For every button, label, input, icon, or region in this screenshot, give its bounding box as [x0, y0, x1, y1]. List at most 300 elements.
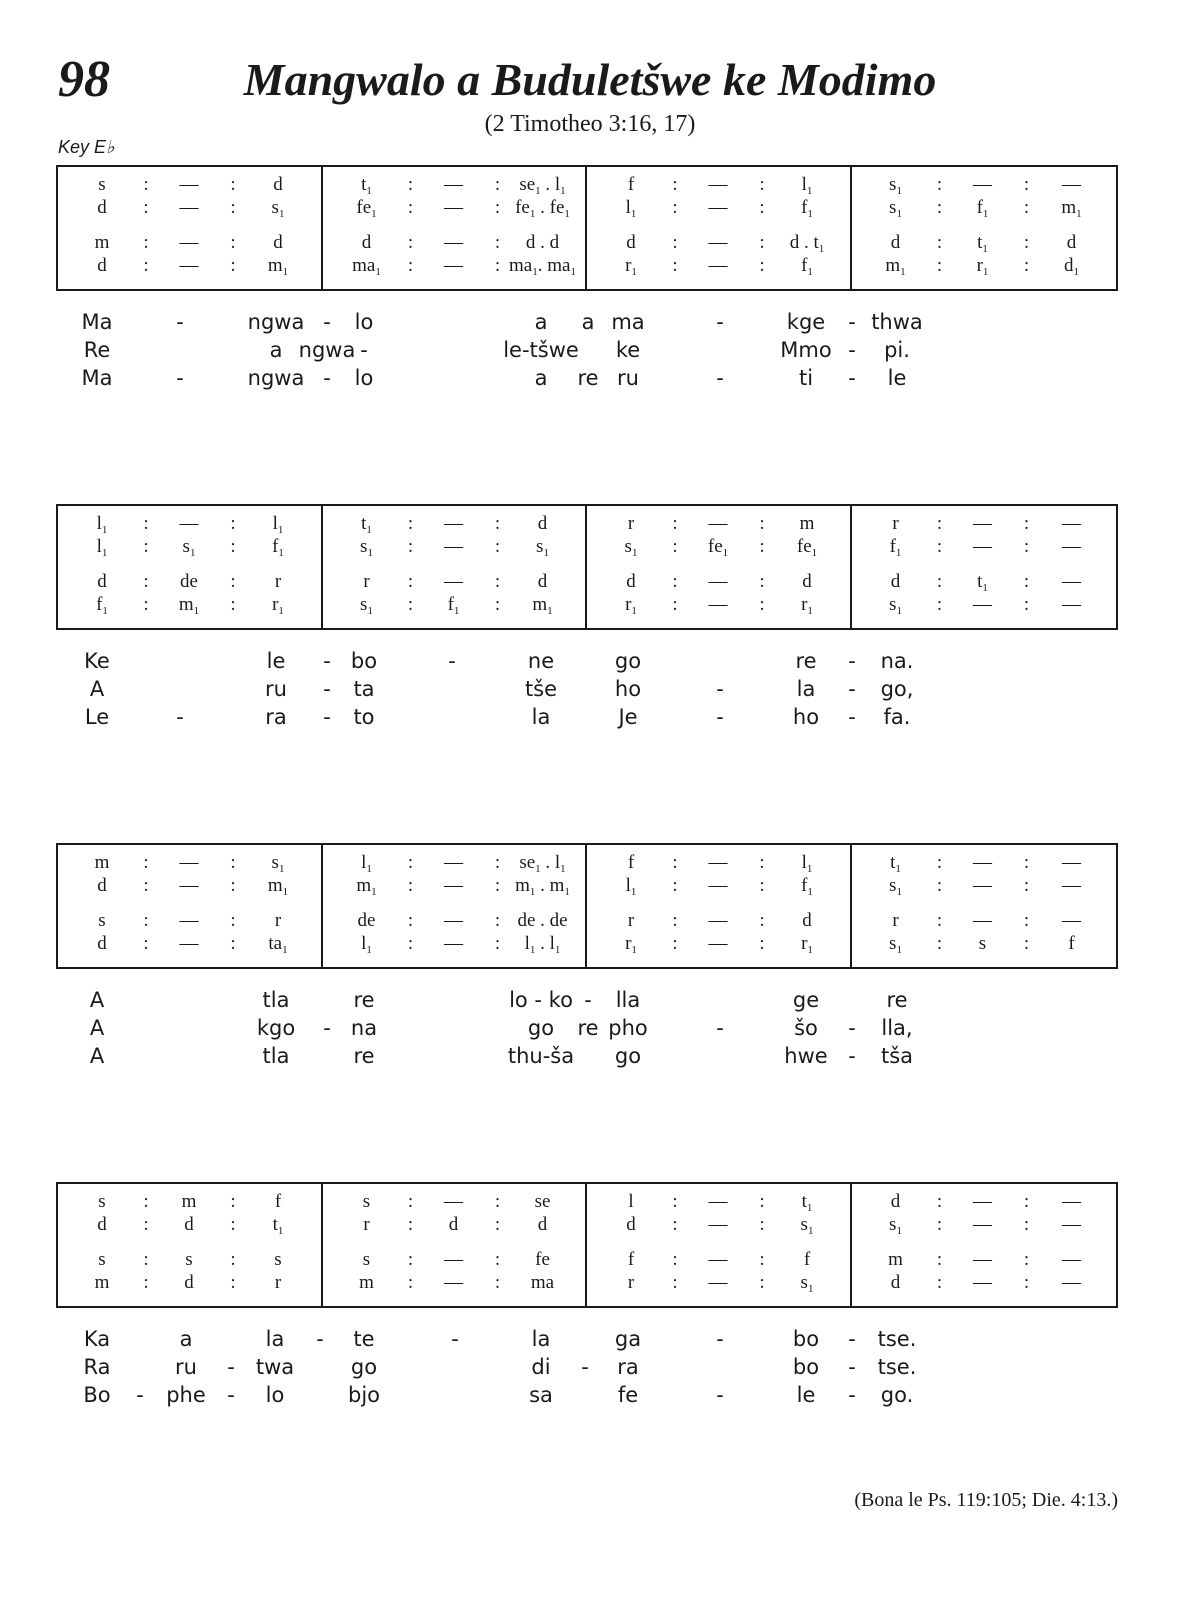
lyric-syllable: twa — [255, 1355, 295, 1379]
lyric-syllable: na. — [880, 649, 914, 673]
solfa-staff — [56, 165, 1118, 291]
hold-dash: — — [179, 174, 199, 195]
solfa-note: d — [184, 1272, 194, 1293]
beat-separator: : — [230, 1272, 236, 1293]
music-system — [56, 843, 1118, 1068]
hold-dash: — — [444, 513, 463, 534]
lyric-syllable: la — [265, 1327, 285, 1351]
beat-separator: : — [407, 197, 414, 218]
syllable-hyphen: - — [848, 1327, 856, 1351]
solfa-note: $se_1$ . $l_1$ — [519, 852, 566, 875]
beat-separator: : — [936, 852, 943, 873]
solfa-note: $t_1$ — [977, 571, 988, 594]
syllable-hyphen: - — [448, 649, 456, 673]
lyric-syllable: ngwa — [247, 366, 305, 390]
beat-separator: : — [936, 513, 943, 534]
solfa-note: $s_1$ — [536, 536, 549, 559]
hymn-number: 98 — [58, 51, 110, 108]
voice-line — [58, 1272, 321, 1294]
beat-separator: : — [230, 852, 236, 873]
beat-separator: : — [936, 571, 943, 592]
beat-separator: : — [759, 1214, 765, 1235]
beat-separator: : — [672, 513, 678, 534]
hold-dash: — — [708, 594, 728, 615]
hold-dash: — — [973, 594, 992, 615]
measure — [323, 167, 588, 289]
voice-line — [323, 571, 586, 593]
solfa-note: $f_1$ — [447, 594, 460, 617]
voice-line — [587, 594, 850, 616]
beat-separator: : — [230, 1191, 236, 1212]
solfa-note: d — [626, 1214, 636, 1235]
lyric-syllable: le-tšwe — [503, 338, 579, 362]
solfa-note: d — [626, 571, 636, 592]
voice-line — [323, 1249, 586, 1271]
solfa-note: d — [97, 197, 107, 218]
solfa-note: r — [627, 910, 635, 931]
beat-separator: : — [936, 1249, 943, 1270]
beat-separator: : — [936, 933, 943, 954]
beat-separator: : — [672, 910, 678, 931]
voice-line — [58, 513, 321, 535]
hold-dash: — — [708, 571, 728, 592]
syllable-hyphen: - — [451, 1327, 459, 1351]
beat-separator: : — [759, 536, 765, 557]
beat-separator: : — [407, 232, 414, 253]
syllable-hyphen: - — [581, 1355, 589, 1379]
solfa-note: de — [357, 910, 376, 931]
voice-line — [852, 1191, 1117, 1213]
beat-separator: : — [494, 875, 501, 896]
beat-separator: : — [672, 1272, 678, 1293]
solfa-note: $r_1$ — [801, 933, 813, 956]
solfa-note: de — [180, 571, 198, 592]
lyric-syllable: ke — [615, 338, 641, 362]
solfa-note: $fe_1$ — [707, 536, 729, 559]
beat-separator: : — [759, 933, 765, 954]
measure — [852, 506, 1117, 628]
solfa-note: $l_1$ . $l_1$ — [524, 933, 561, 956]
hold-dash: — — [179, 197, 199, 218]
solfa-note: $t_1$ — [890, 852, 901, 875]
syllable-hyphen: - — [323, 366, 331, 390]
beat-separator: : — [407, 1249, 414, 1270]
hold-dash: — — [179, 910, 199, 931]
solfa-note: $t_1$ — [801, 1191, 813, 1214]
beat-separator: : — [494, 594, 501, 615]
solfa-note: r — [274, 1272, 282, 1293]
lyric-line — [56, 675, 1118, 703]
hold-dash: — — [179, 875, 199, 896]
solfa-note: r — [627, 1272, 635, 1293]
lyric-line — [56, 308, 1118, 336]
voice-line — [852, 852, 1117, 874]
solfa-note: $s_1$ — [889, 594, 902, 617]
beat-separator: : — [407, 1191, 414, 1212]
beat-separator: : — [230, 197, 236, 218]
hold-dash: — — [1062, 875, 1081, 896]
solfa-note: s — [98, 1191, 106, 1212]
beat-separator: : — [407, 594, 414, 615]
solfa-note: s — [274, 1249, 282, 1270]
beat-separator: : — [759, 594, 765, 615]
beat-separator: : — [230, 1249, 236, 1270]
lyric-line — [56, 703, 1118, 731]
lyric-syllable: la — [531, 705, 551, 729]
lyric-syllable: lo — [354, 310, 374, 334]
syllable-hyphen: - — [323, 705, 331, 729]
beat-separator: : — [759, 232, 765, 253]
lyric-syllable: tla — [262, 1044, 290, 1068]
beat-separator: : — [494, 852, 501, 873]
lyric-syllable: la — [796, 677, 816, 701]
hold-dash: — — [708, 174, 728, 195]
solfa-note: $s_1$ — [889, 197, 902, 220]
solfa-note: s — [98, 174, 106, 195]
lyric-line — [56, 986, 1118, 1014]
beat-separator: : — [1023, 933, 1030, 954]
solfa-note: fe — [535, 1249, 550, 1270]
beat-separator: : — [143, 1249, 149, 1270]
solfa-note: $r_1$ — [625, 255, 637, 278]
beat-separator: : — [936, 197, 943, 218]
voice-line — [323, 255, 586, 277]
voice-line — [58, 910, 321, 932]
beat-separator: : — [936, 594, 943, 615]
hold-dash: — — [444, 536, 463, 557]
lyric-syllable: bo — [792, 1327, 820, 1351]
beat-separator: : — [1023, 174, 1030, 195]
hold-dash: — — [444, 1191, 463, 1212]
solfa-note: d — [97, 933, 107, 954]
hold-dash: — — [444, 255, 463, 276]
hold-dash: — — [1062, 1249, 1081, 1270]
solfa-note: r — [363, 571, 370, 592]
hold-dash: — — [973, 1249, 992, 1270]
solfa-note: m — [94, 1272, 110, 1293]
solfa-staff — [56, 504, 1118, 630]
solfa-note: $d_1$ — [1064, 255, 1079, 278]
lyric-line — [56, 1014, 1118, 1042]
voice-line — [852, 232, 1117, 254]
solfa-note: d — [97, 875, 107, 896]
solfa-note: $f_1$ — [801, 255, 813, 278]
syllable-hyphen: - — [323, 677, 331, 701]
hold-dash: — — [1062, 1214, 1081, 1235]
lyric-syllable: le — [266, 649, 286, 673]
voice-line — [323, 536, 586, 558]
syllable-hyphen: - — [848, 1355, 856, 1379]
solfa-note: m — [888, 1249, 903, 1270]
syllable-hyphen: - — [323, 1016, 331, 1040]
beat-separator: : — [407, 1272, 414, 1293]
beat-separator: : — [759, 174, 765, 195]
solfa-note: $l_1$ — [801, 852, 813, 875]
voice-line — [58, 255, 321, 277]
hold-dash: — — [973, 852, 992, 873]
solfa-note: d — [97, 255, 107, 276]
beat-separator: : — [494, 255, 501, 276]
solfa-note: $s_1$ — [271, 197, 285, 220]
lyric-syllable: A — [89, 988, 105, 1012]
voice-line — [852, 1249, 1117, 1271]
solfa-note: d — [537, 1214, 548, 1235]
beat-separator: : — [230, 255, 236, 276]
voice-line — [587, 1249, 850, 1271]
solfa-note: d — [890, 232, 901, 253]
lyrics-block — [56, 1325, 1118, 1415]
beat-separator: : — [936, 174, 943, 195]
hold-dash: — — [1062, 1272, 1081, 1293]
lyric-syllable: re — [886, 988, 908, 1012]
solfa-note: $m_1$ — [885, 255, 906, 278]
beat-separator: : — [407, 933, 414, 954]
measure — [58, 167, 323, 289]
lyric-syllable: A — [89, 1016, 105, 1040]
lyric-syllable: ru — [265, 677, 287, 701]
hold-dash: — — [444, 875, 463, 896]
solfa-note: $m_1$ — [1061, 197, 1082, 220]
lyric-syllable: ru — [175, 1355, 197, 1379]
solfa-note: m — [359, 1272, 374, 1293]
lyric-syllable: bjo — [347, 1383, 381, 1407]
syllable-hyphen: - — [848, 366, 856, 390]
beat-separator: : — [1023, 852, 1030, 873]
beat-separator: : — [143, 875, 149, 896]
beat-separator: : — [672, 875, 678, 896]
solfa-note: $m_1$ — [267, 875, 289, 898]
voice-line — [323, 1191, 586, 1213]
hold-dash: — — [708, 875, 728, 896]
solfa-note: r — [274, 910, 282, 931]
beat-separator: : — [143, 174, 149, 195]
lyric-syllable: ti — [798, 366, 814, 390]
voice-line — [323, 197, 586, 219]
lyric-syllable: go — [350, 1355, 378, 1379]
beat-separator: : — [143, 513, 149, 534]
solfa-note: $s_1$ — [889, 1214, 902, 1237]
hold-dash: — — [1062, 910, 1081, 931]
lyric-syllable: ngwa — [247, 310, 305, 334]
beat-separator: : — [759, 197, 765, 218]
solfa-note: $m_1$ — [267, 255, 289, 278]
solfa-note: $f_1$ — [801, 197, 813, 220]
syllable-hyphen: - — [584, 988, 592, 1012]
syllable-hyphen: - — [360, 338, 368, 362]
lyric-line — [56, 1353, 1118, 1381]
lyric-syllable: A — [89, 1044, 105, 1068]
solfa-note: d — [890, 1272, 901, 1293]
beat-separator: : — [494, 1214, 501, 1235]
solfa-note: r — [892, 513, 899, 534]
solfa-note: $ma_1$ — [352, 255, 381, 278]
lyric-syllable: šo — [794, 1016, 818, 1040]
lyric-line — [56, 1042, 1118, 1070]
beat-separator: : — [936, 1272, 943, 1293]
lyric-syllable: Mmo — [780, 338, 832, 362]
measure — [852, 167, 1117, 289]
solfa-note: d — [184, 1214, 194, 1235]
solfa-note: d — [626, 232, 636, 253]
voice-line — [323, 174, 586, 196]
hold-dash: — — [444, 1249, 463, 1270]
hold-dash: — — [708, 933, 728, 954]
syllable-hyphen: - — [227, 1383, 235, 1407]
beat-separator: : — [672, 232, 678, 253]
lyric-syllable: lo - ko — [509, 988, 573, 1012]
syllable-hyphen: - — [716, 1016, 724, 1040]
solfa-note: $f_1$ — [801, 875, 813, 898]
lyric-syllable: Ra — [83, 1355, 111, 1379]
voice-line — [852, 536, 1117, 558]
key-signature: Key E♭ — [58, 137, 115, 157]
beat-separator: : — [672, 536, 678, 557]
hold-dash: — — [708, 1191, 728, 1212]
voice-line — [58, 933, 321, 955]
lyric-syllable: ga — [614, 1327, 642, 1351]
lyric-syllable: thu-ša — [507, 1044, 575, 1068]
solfa-note: $s_1$ — [360, 594, 373, 617]
hold-dash: — — [708, 1249, 728, 1270]
syllable-hyphen: - — [848, 705, 856, 729]
beat-separator: : — [1023, 571, 1030, 592]
beat-separator: : — [494, 513, 501, 534]
lyric-syllable: kgo — [256, 1016, 296, 1040]
beat-separator: : — [494, 933, 501, 954]
hold-dash: — — [179, 513, 199, 534]
lyric-syllable: Ka — [83, 1327, 111, 1351]
voice-line — [323, 1272, 586, 1294]
lyric-line — [56, 336, 1118, 364]
solfa-note: $m_1$ — [532, 594, 553, 617]
syllable-hyphen: - — [848, 649, 856, 673]
hold-dash: — — [179, 933, 199, 954]
music-system — [56, 165, 1118, 390]
solfa-note: m — [94, 232, 110, 253]
solfa-note: f — [803, 1249, 811, 1270]
measure — [852, 845, 1117, 967]
beat-separator: : — [407, 910, 414, 931]
voice-line — [323, 513, 586, 535]
lyric-syllable: ru — [617, 366, 639, 390]
beat-separator: : — [672, 174, 678, 195]
beat-separator: : — [1023, 197, 1030, 218]
solfa-note: d — [802, 910, 812, 931]
lyric-syllable: pi. — [884, 338, 910, 362]
solfa-note: $r_1$ — [625, 594, 637, 617]
beat-separator: : — [759, 852, 765, 873]
beat-separator: : — [230, 571, 236, 592]
solfa-note: $t_1$ — [361, 513, 372, 536]
lyric-syllable: A — [89, 677, 105, 701]
beat-separator: : — [936, 232, 943, 253]
lyric-syllable: Je — [618, 705, 638, 729]
beat-separator: : — [1023, 594, 1030, 615]
beat-separator: : — [1023, 1272, 1030, 1293]
syllable-hyphen: - — [716, 1383, 724, 1407]
lyric-syllable: ne — [527, 649, 555, 673]
syllable-hyphen: - — [848, 1044, 856, 1068]
measure — [587, 845, 852, 967]
beat-separator: : — [672, 594, 678, 615]
lyric-syllable: a — [269, 338, 283, 362]
lyric-syllable: bo — [792, 1355, 820, 1379]
voice-line — [58, 875, 321, 897]
lyric-syllable: ge — [792, 988, 820, 1012]
music-system — [56, 1182, 1118, 1407]
lyric-syllable: tše — [524, 677, 558, 701]
syllable-hyphen: - — [716, 677, 724, 701]
syllable-hyphen: - — [316, 1327, 324, 1351]
syllable-hyphen: - — [323, 649, 331, 673]
hold-dash: — — [973, 1191, 992, 1212]
voice-line — [852, 594, 1117, 616]
hold-dash: — — [444, 197, 463, 218]
voice-line — [323, 232, 586, 254]
solfa-note: f — [627, 852, 635, 873]
solfa-note: d . $t_1$ — [789, 232, 825, 255]
solfa-note: $f_1$ — [976, 197, 989, 220]
beat-separator: : — [230, 536, 236, 557]
beat-separator: : — [494, 910, 501, 931]
solfa-note: m — [799, 513, 815, 534]
hold-dash: — — [708, 197, 728, 218]
solfa-note: d — [97, 571, 107, 592]
solfa-note: $m_1$ — [178, 594, 200, 617]
voice-line — [58, 174, 321, 196]
voice-line — [58, 1249, 321, 1271]
music-system — [56, 504, 1118, 729]
syllable-hyphen: - — [848, 1016, 856, 1040]
solfa-note: $fe_1$ — [356, 197, 377, 220]
scripture-reference: (2 Timotheo 3:16, 17) — [484, 111, 696, 137]
solfa-note: s — [185, 1249, 193, 1270]
solfa-note: l — [628, 1191, 634, 1212]
voice-line — [323, 594, 586, 616]
beat-separator: : — [1023, 232, 1030, 253]
solfa-note: se — [534, 1191, 551, 1212]
solfa-staff — [56, 1182, 1118, 1308]
lyric-syllable: tse. — [877, 1355, 917, 1379]
voice-line — [852, 933, 1117, 955]
lyric-syllable: Ma — [81, 310, 113, 334]
lyric-syllable: go — [527, 1016, 555, 1040]
lyric-syllable: a — [534, 366, 548, 390]
solfa-note: $r_1$ — [976, 255, 989, 278]
beat-separator: : — [672, 255, 678, 276]
solfa-note: $f_1$ — [889, 536, 902, 559]
solfa-note: d — [97, 1214, 107, 1235]
voice-line — [852, 571, 1117, 593]
solfa-note: d — [890, 1191, 901, 1212]
solfa-note: $l_1$ — [272, 513, 284, 536]
beat-separator: : — [407, 1214, 414, 1235]
solfa-note: ma — [530, 1272, 555, 1293]
syllable-hyphen: - — [227, 1355, 235, 1379]
beat-separator: : — [494, 571, 501, 592]
syllable-hyphen: - — [136, 1383, 144, 1407]
beat-separator: : — [1023, 1191, 1030, 1212]
voice-line — [587, 852, 850, 874]
voice-line — [58, 852, 321, 874]
syllable-hyphen: - — [716, 366, 724, 390]
solfa-note: $l_1$ — [96, 513, 108, 536]
beat-separator: : — [936, 875, 943, 896]
voice-line — [58, 197, 321, 219]
hold-dash: — — [973, 1272, 992, 1293]
voice-line — [587, 174, 850, 196]
beat-separator: : — [143, 571, 149, 592]
